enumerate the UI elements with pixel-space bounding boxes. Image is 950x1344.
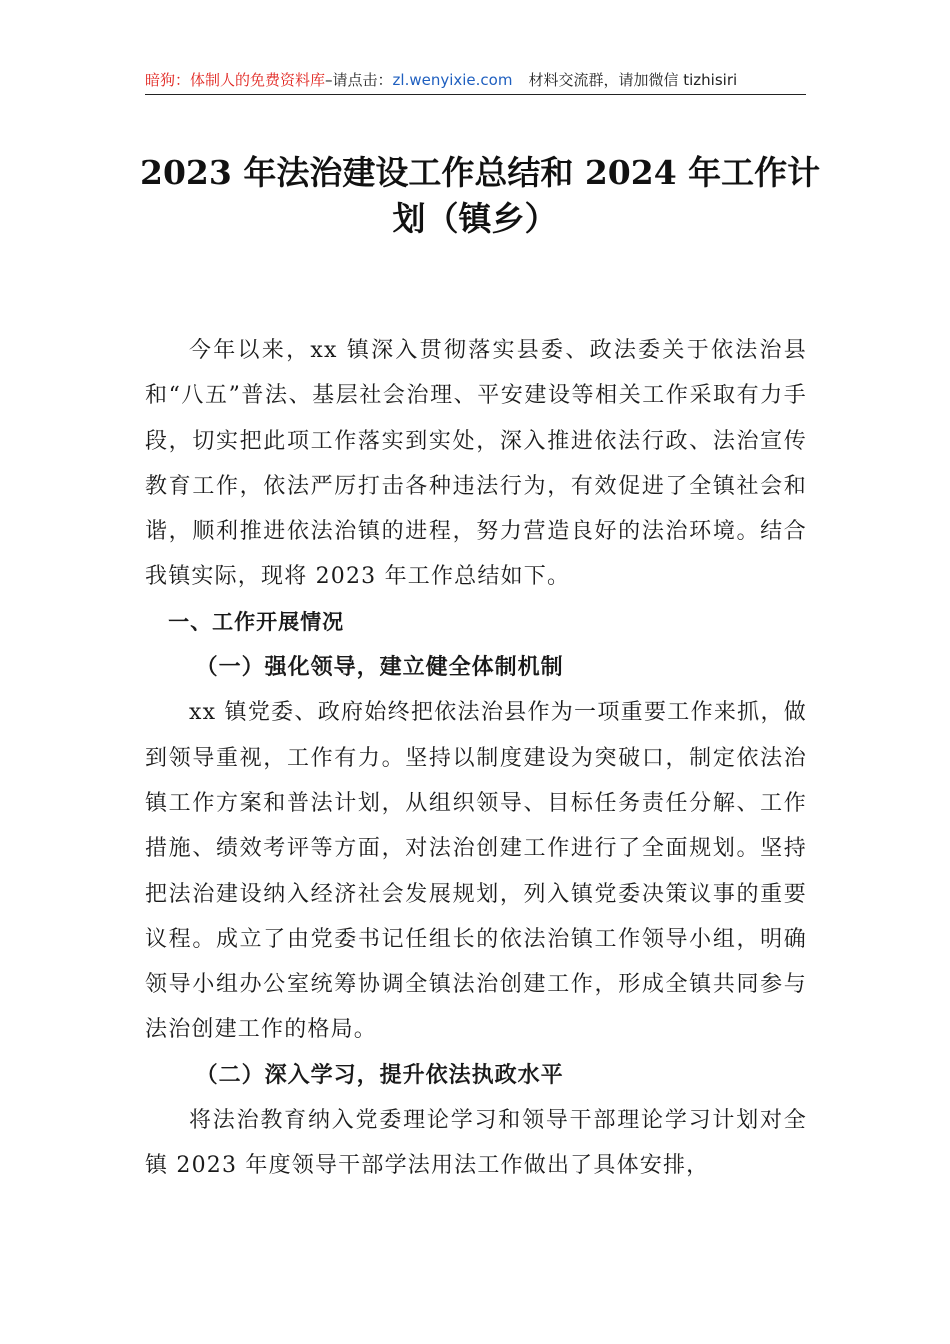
subsection-heading-2: （二）深入学习，提升依法执政水平	[195, 1061, 564, 1088]
subsection-heading-1: （一）强化领导，建立健全体制机制	[195, 654, 564, 681]
header-click-prompt: –请点击：	[325, 71, 393, 89]
document-title	[140, 150, 821, 242]
intro-paragraph: 今年以来，xx 镇深入贯彻落实县委、政法委关于依法治县和“八五”普法、基层社会治理、平安建设等相关工作采取有力手段，切实把此项工作落实到实处，深入推进依法行政、法治宣传教育工作，依法严厉打击各种违法行为，有效促进了全镇社会和谐，顺利推进依法治镇的进程，努力营造良好的法治环境。结合我镇实际，现将 2023 年工作总结如下。	[145, 338, 807, 590]
document-body	[145, 328, 807, 1189]
subsection-paragraph-1: xx 镇党委、政府始终把依法治县作为一项重要工作来抓，做到领导重视，工作有力。坚持以制度建设为突破口，制定依法治镇工作方案和普法计划，从组织领导、目标任务责任分解、工作措施、绩效考评等方面，对法治创建工作进行了全面规划。坚持把法治建设纳入经济社会发展规划，列入镇党委决策议事的重要议程。成立了由党委书记任组长的依法治镇工作领导小组，明确领导小组办公室统筹协调全镇法治创建工作，形成全镇共同参与法治创建工作的格局。	[145, 700, 807, 1043]
header-site-name: 暗狗：体制人的免费资料库	[145, 71, 326, 89]
page-header	[145, 66, 806, 95]
subsection-paragraph-2: 将法治教育纳入党委理论学习和领导干部理论学习计划对全镇 2023 年度领导干部学法用法工作做出了具体安排，	[145, 1108, 807, 1179]
header-url-link[interactable]: zl.wenyixie.com	[392, 71, 513, 89]
header-group-note: 材料交流群，请加微信 tizhisiri	[528, 71, 738, 89]
document-title-line1: 2023 年法治建设工作总结和 2024 年工作计	[140, 153, 821, 192]
document-title-line2: 划（镇乡）	[392, 199, 558, 238]
section-heading-1: 一、工作开展情况	[168, 609, 345, 634]
